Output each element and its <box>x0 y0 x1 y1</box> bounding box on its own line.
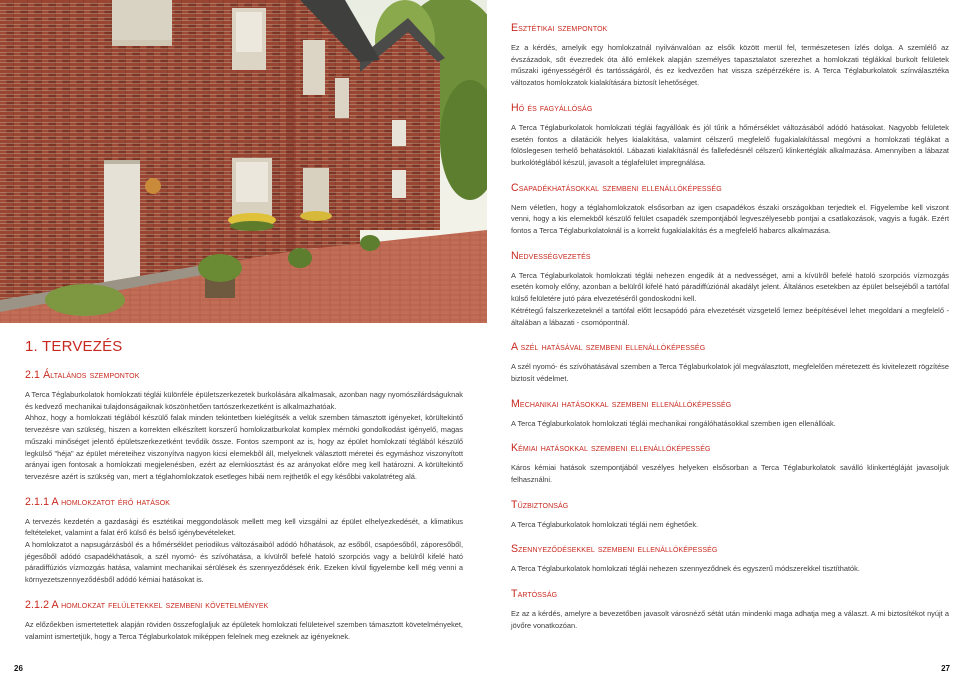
paragraph: Káros kémiai hatások szempontjából veszélyes helyeken elsősorban a Terca Téglaburkolatok saválló klinkertégláját javasoljuk felhasználni. <box>511 463 949 485</box>
section-general <box>25 369 463 483</box>
page-number-left: 26 <box>14 664 23 673</box>
section-moisture <box>511 250 949 329</box>
section-title: Tartósság <box>511 588 558 601</box>
section-title: Nedvességvezetés <box>511 249 591 262</box>
section-title: Kémiai hatásokkal szembeni ellenállóképesség <box>511 442 711 455</box>
paragraph: A Terca Téglaburkolatok homlokzati téglái nehezen szennyeződnek és egyszerű módszerekkel tisztíthatók. <box>511 564 860 574</box>
paragraph: A homlokzatot a napsugárzásból és a hőmérséklet periodikus változásaiból adódó hőhatások, az esőből, csapóesőből, záporesőből, jégesőből adódó csapadékhatások, a szél nyomó- és szívóhatása, a kívülről befelé hatoló szorpciós vagy a belülről kifelé ható páradiffúziós vízmozgás hatása, valamint mechanikai sérülések és szennyeződések érik. Ezeken kívül figyelembe kell még venni a környezetszennyeződésből adódó kémiai hatásokat is. <box>25 540 463 585</box>
section-effects <box>25 496 463 586</box>
section-title: Tűzbiztonság <box>511 498 569 511</box>
section-aesthetics <box>511 22 949 89</box>
section-frost <box>511 102 949 169</box>
paragraph: Nem véletlen, hogy a téglahomlokzatok elsősorban az igen csapadékos északi országokban terjedtek el. Figyelembe kell viszont venni, hogy a kis elemekből készülő felület csapadék szempontjából legveszélyesebb pontjai a csatlakozások, vagyis a fugák. Ezért fontos a Terca Téglaburkolatoknál is a korrekt fugakialakítás és a megfelelő habarcs alkalmazása. <box>511 202 949 236</box>
chapter-title: 1. TERVEZÉS <box>25 338 123 355</box>
paragraph: A Terca Téglaburkolatok homlokzati téglái fagyállóak és jól tűrik a hőmérséklet változásából adódó hatásokat. Nagyobb felületek esetén fontos a dilatációk helyes kialakítása, valamint célszerű megfelelő fugakialakítással megóvni a homlokzati téglákat a fölöslegesen terhelő behatásoktól. Lábazati kialakításnál és fallefedésnél célszerű klinkertéglák alkalmazása. Amennyiben a lábazat burkolótéglából készül, javasolt a téglafelület impregnálása. <box>511 122 949 167</box>
section-requirements <box>25 599 463 642</box>
section-title: Hő és fagyállóság <box>511 101 593 114</box>
paragraph: A Terca Téglaburkolatok homlokzati téglái nem éghetőek. <box>511 519 699 529</box>
paragraph: Az előzőekben ismertetettek alapján röviden összefoglaljuk az épületek homlokzati felületeivel szemben támasztott követelményeket, valamint ismertetjük, hogy a Terca Téglaburkolatok miképpen felelnek meg ezeknek az igényeknek. <box>25 619 463 641</box>
paragraph: A Terca Téglaburkolatok homlokzati téglái mechanikai rongálóhatásokkal szemben igen ellenállóak. <box>511 418 836 428</box>
house-photo <box>0 0 487 323</box>
section-title: Esztétikai szempontok <box>511 22 608 34</box>
section-title: 2.1.1 A homlokzatot érő hatások <box>25 495 171 508</box>
section-durability <box>511 588 949 631</box>
left-page-text <box>25 338 463 655</box>
section-title: Csapadékhatásokkal szembeni ellenállóképesség <box>511 181 722 194</box>
paragraph: Ahhoz, hogy a homlokzati téglából készülő falak minden tekintetben kielégítsék a velük szemben támasztott igényeket, körültekintő tervezésre van szükség, hiszen a korrekten elkészített korszerű homlokzatburkolat komplex mérnöki gondolkodást igényelő, magas műszaki minőséget jelentő épületszerkezetként tevődik össze. Fontos szempont az is, hogy az épület homlokzati téglából készülő legkülső "héja" az épület méreteihez viszonyítva nagyon kicsi elemekből áll, melyeknek választott méretei és egymáshoz viszonyított arányai igen fontosak a homlokzati megjelenésben, ezért az elemkiosztást és az arányokat előre meg kell határozni. A körültekintő tervezésre azért is szükség van, mert a téglahomlokzatok esetleges hibái nem rejthetők el egy későbbi vakolatréteg alá. <box>25 413 463 481</box>
section-wind <box>511 341 949 384</box>
paragraph: A szél nyomó- és szívóhatásával szemben a Terca Téglaburkolatok jól megválasztott, megfelelően méretezett és kivitelezett rögzítése biztosít védelmet. <box>511 362 949 383</box>
right-page-text <box>511 22 949 645</box>
section-title: Szennyeződésekkel szembeni ellenállóképesség <box>511 543 718 556</box>
paragraph: Ez a kérdés, amelyik egy homlokzatnál nyilvánvalóan az elsők között merül fel, természetesen ízlés dolga. A szemlélő az évszázadok, sőt évezredek óta álló emlékek alapján személyes tapasztalatot szerezhet a homlokzati téglákkal burkolt felületek műszaki igényességéről és tartósságáról, és ez kedvezően hat vissza szépérzékére is. A Terca Téglaburkolatok színválasztéka változatos homlokzatok kialakítására biztosít lehetőséget. <box>511 43 949 88</box>
paragraph: Kétrétegű falszerkezeteknél a tartófal előtt lecsapódó pára elvezetését vizsgetelő lemez beépítésével lehet megoldani a megfelelő - általában a lábazati - csomópontnál. <box>511 305 949 327</box>
paragraph: A Terca Téglaburkolatok homlokzati téglái nehezen engedik át a nedvességet, ami a kívülről befelé hatoló szorpciós vízmozgás esetén komoly előny, azonban a belülről kifelé ható páradiffúziónál akadályt jelent. Általános esetekben az épület belsejéből a tartófal külső felületére jutó pára elvezetéséről gondoskodni kell. <box>511 270 949 304</box>
section-title: 2.1.2 A homlokzat felületekkel szembeni követelmények <box>25 598 269 611</box>
section-fire <box>511 499 949 531</box>
section-title: A szél hatásával szembeni ellenállóképesség <box>511 341 706 354</box>
section-title: 2.1 Általános szempontok <box>25 369 140 381</box>
section-title: Mechanikai hatásokkal szembeni ellenállóképesség <box>511 397 732 410</box>
section-dirt <box>511 543 949 575</box>
paragraph: Ez az a kérdés, amelyre a bevezetőben javasolt városnéző sétát után mindenki maga adhatja meg a választ. A mi biztosítékot nyújt a jövőre vonatkozóan. <box>511 609 949 630</box>
section-chemical <box>511 442 949 485</box>
section-mechanical <box>511 398 949 430</box>
paragraph: A Terca Téglaburkolatok homlokzati téglái különféle épületszerkezetek burkolására alkalmasak, azonban nagy nyomószilárdságuknak és kedvező mechanikai tulajdonságaiknak köszönhetően tartószerkezetként is alkalmazhatóak. <box>25 390 463 411</box>
section-precipitation <box>511 182 949 237</box>
paragraph: A tervezés kezdetén a gazdasági és esztétikai meggondolások mellett meg kell vizsgálni az épület elhelyezkedését, a klimatikus feltételeket, valamint a falat érő külső és belső igénybevételeket. <box>25 516 463 538</box>
page-number-right: 27 <box>941 664 950 673</box>
